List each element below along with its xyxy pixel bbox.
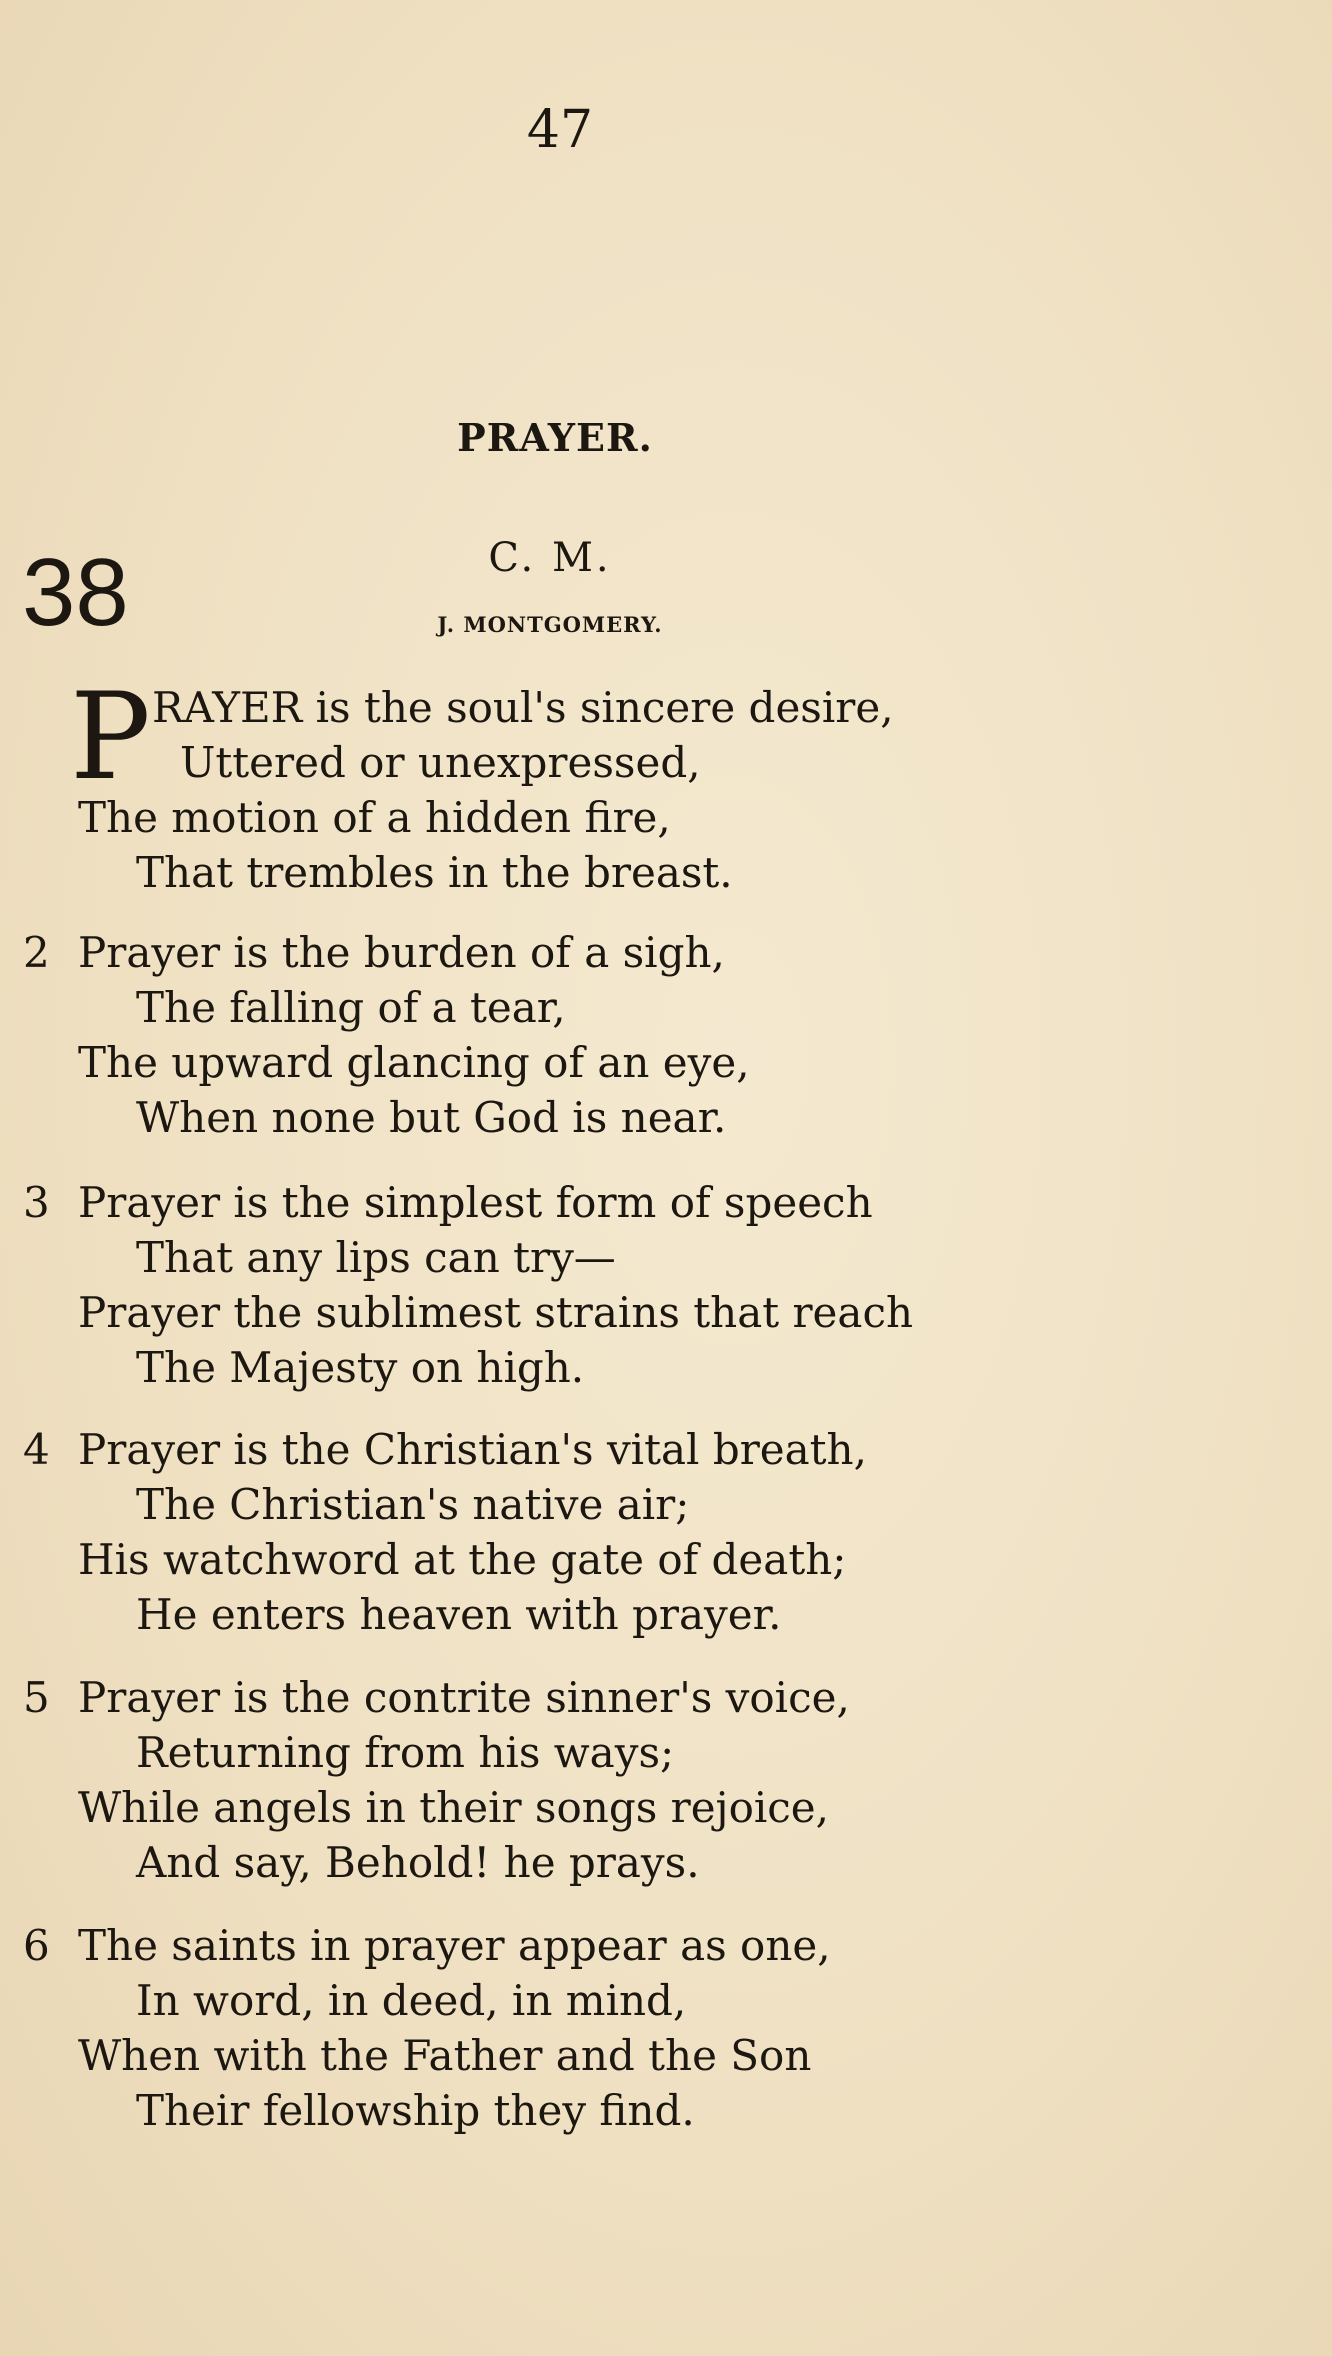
verse-line: Uttered or unexpressed, xyxy=(180,738,701,787)
verse-line-text: Prayer is the contrite sinner's voice, xyxy=(78,1673,850,1722)
verse-line: His watchword at the gate of death; xyxy=(78,1535,847,1584)
verse-2 xyxy=(23,925,750,1145)
hymn-number: 38 xyxy=(22,539,129,646)
verse-line: Returning from his ways; xyxy=(136,1728,675,1777)
verse-number: 6 xyxy=(23,1921,50,1970)
verse-line: That any lips can try— xyxy=(136,1233,616,1282)
verse-line: He enters heaven with prayer. xyxy=(136,1590,782,1639)
verse-line xyxy=(23,925,750,980)
hymn-meter: C. M. xyxy=(488,535,612,581)
verse-line: While angels in their songs rejoice, xyxy=(78,1783,830,1832)
verse-line-text: RAYER is the soul's sincere desire, xyxy=(152,683,894,732)
hymn-author: J. MONTGOMERY. xyxy=(437,612,663,637)
page-number: 47 xyxy=(526,100,594,160)
verse-number: 3 xyxy=(23,1178,50,1227)
verse-1 xyxy=(70,668,894,900)
verse-line xyxy=(23,1422,867,1477)
verse-line: The motion of a hidden fire, xyxy=(78,793,671,842)
verse-line: That trembles in the breast. xyxy=(136,848,733,897)
verse-line: The upward glancing of an eye, xyxy=(78,1038,750,1087)
verse-line xyxy=(23,1918,831,1973)
verse-number: 2 xyxy=(23,928,50,977)
verse-line-text: Prayer is the Christian's vital breath, xyxy=(78,1425,867,1474)
verse-line: Prayer the sublimest strains that reach xyxy=(78,1288,914,1337)
verse-3 xyxy=(23,1175,914,1395)
verse-5 xyxy=(23,1670,850,1890)
verse-line-text: The saints in prayer appear as one, xyxy=(78,1921,831,1970)
verse-line xyxy=(23,1175,913,1230)
verse-line: In word, in deed, in mind, xyxy=(136,1976,687,2025)
verse-line: The falling of a tear, xyxy=(136,983,566,1032)
verse-line: When with the Father and the Son xyxy=(78,2031,812,2080)
verse-4 xyxy=(23,1422,867,1642)
verse-line: The Christian's native air; xyxy=(136,1480,690,1529)
verse-6 xyxy=(23,1918,831,2138)
verse-line-text: Prayer is the burden of a sigh, xyxy=(78,928,725,977)
verse-line xyxy=(23,1670,850,1725)
verse-line: And say, Behold! he prays. xyxy=(136,1838,700,1887)
verse-line: The Majesty on high. xyxy=(136,1343,585,1392)
drop-cap: P xyxy=(70,668,151,807)
verse-line-text: Prayer is the simplest form of speech xyxy=(78,1178,873,1227)
section-title: PRAYER. xyxy=(457,415,653,460)
verse-line: Their fellowship they find. xyxy=(136,2086,695,2135)
verse-number: 4 xyxy=(23,1425,50,1474)
verse-number: 5 xyxy=(23,1673,50,1722)
verse-line: When none but God is near. xyxy=(136,1093,727,1142)
